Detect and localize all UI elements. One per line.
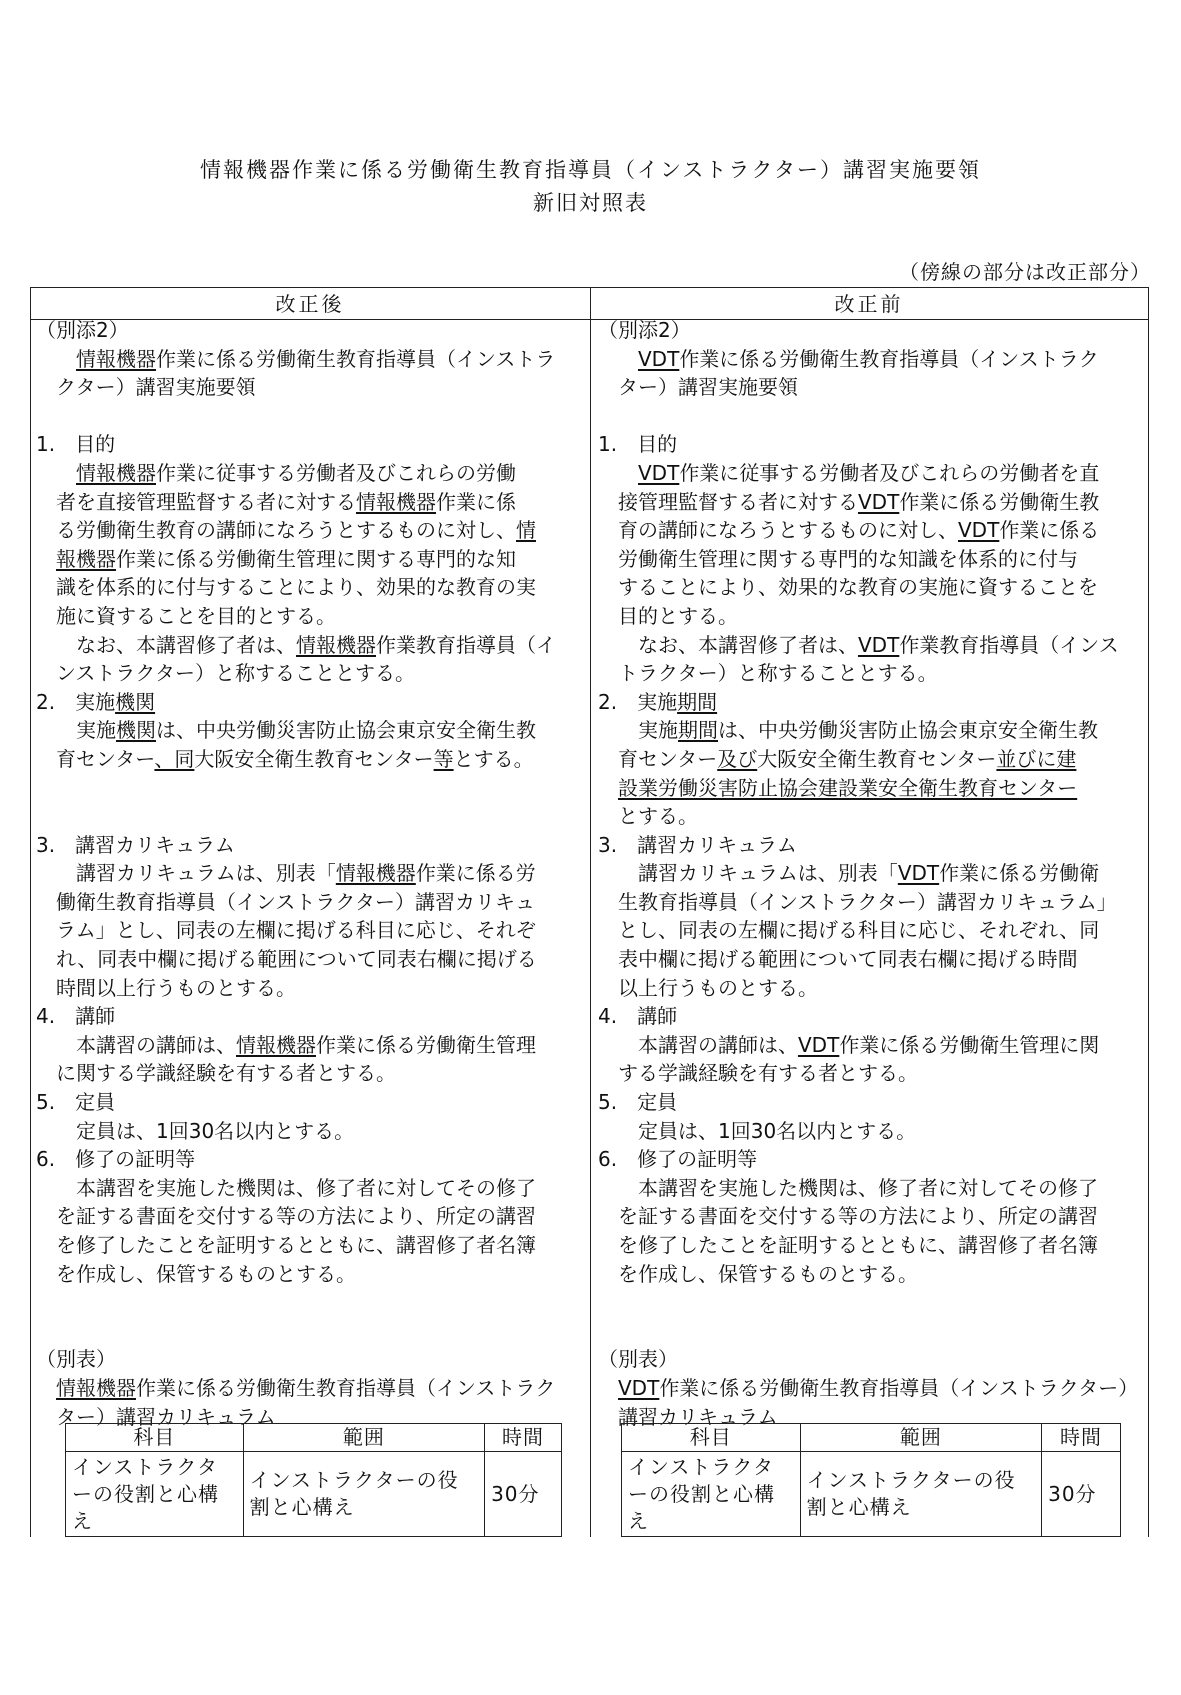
text-line: [598, 1202, 1143, 1231]
text-segment: 者を直接管理監督する者に対する: [56, 489, 356, 514]
subject-cell: インストラクターの役割と心構え: [66, 1452, 244, 1537]
amended-text: 情報機器: [356, 489, 436, 514]
text-line: [598, 945, 1143, 974]
text-line: [598, 373, 1143, 402]
text-line: [598, 1345, 1143, 1374]
text-segment: 2. 実施: [36, 689, 116, 714]
text-segment: 作業に係る労働衛生管理に関する専門的な知: [116, 546, 516, 571]
text-segment: （別表）: [598, 1347, 678, 1372]
text-segment: 1. 目的: [598, 432, 678, 457]
text-line: [598, 1145, 1143, 1174]
time-cell: 30分: [1042, 1452, 1121, 1537]
amended-text: 情報機器: [56, 1375, 136, 1400]
text-line: [36, 1059, 581, 1088]
text-line: [36, 488, 581, 517]
text-segment: 定員は、1回30名以内とする。: [618, 1118, 917, 1143]
table-middle-border: [590, 287, 591, 1537]
text-line: [598, 1059, 1143, 1088]
blank-line: [598, 1317, 1143, 1346]
scope-cell: インストラクターの役割と心構え: [800, 1452, 1041, 1537]
text-line: [36, 345, 581, 374]
text-segment: なお、本講習修了者は、: [56, 632, 296, 657]
text-segment: 定員は、1回30名以内とする。: [56, 1118, 355, 1143]
col-header-subject: 科目: [622, 1424, 801, 1452]
text-segment: 生教育指導員（インストラクター）講習カリキュラム」: [618, 889, 1117, 914]
amended-text: VDT: [958, 518, 1000, 543]
text-line: [598, 974, 1143, 1003]
text-segment: 講習カリキュラムは、別表「: [618, 861, 898, 886]
amended-text: 情報機器: [236, 1032, 316, 1057]
text-segment: 講習カリキュラムは、別表「: [56, 861, 336, 886]
text-line: [598, 573, 1143, 602]
text-line: [598, 1231, 1143, 1260]
amended-text: 等: [433, 746, 454, 771]
text-line: [598, 1260, 1143, 1289]
amended-text: 及び: [717, 746, 758, 771]
text-line: [598, 459, 1143, 488]
text-line: [598, 1002, 1143, 1031]
text-segment: とする。: [618, 804, 698, 829]
text-line: [598, 916, 1143, 945]
curriculum-table-before: [621, 1423, 1121, 1537]
text-line: [36, 1260, 581, 1289]
text-line: [598, 888, 1143, 917]
text-segment: 施に資することを目的とする。: [56, 603, 336, 628]
text-segment: を作成し、保管するものとする。: [56, 1261, 356, 1286]
text-line: [36, 459, 581, 488]
text-segment: 作業に係る労働衛生教育指導員（インストラク: [679, 346, 1099, 371]
text-segment: は、中央労働災害防止協会東京安全衛生教: [718, 718, 1098, 743]
text-segment: とする。: [453, 746, 534, 771]
text-segment: 5. 定員: [36, 1090, 116, 1115]
text-line: [598, 631, 1143, 660]
text-line: [36, 631, 581, 660]
text-line: [36, 1345, 581, 1374]
amended-text: 情: [516, 518, 536, 543]
text-line: [36, 1145, 581, 1174]
blank-line: [36, 402, 581, 431]
column-before: [598, 316, 1143, 1431]
text-line: [598, 316, 1143, 345]
table-row: [66, 1452, 562, 1537]
text-line: [598, 1031, 1143, 1060]
text-segment: を作成し、保管するものとする。: [618, 1261, 918, 1286]
amended-text: 情報機器: [76, 460, 156, 485]
amended-text: 情報機器: [335, 861, 416, 886]
text-line: [598, 659, 1143, 688]
subject-cell: インストラクターの役割と心構え: [622, 1452, 801, 1537]
text-line: [598, 831, 1143, 860]
text-segment: 本講習の講師は、: [618, 1032, 798, 1057]
text-line: [36, 745, 581, 774]
document-subtitle: 新旧対照表: [533, 191, 648, 215]
text-line: [598, 545, 1143, 574]
text-segment: （別表）: [36, 1347, 116, 1372]
blank-line: [598, 1288, 1143, 1317]
amended-text: 機関: [116, 718, 156, 743]
text-segment: 育センター: [56, 746, 155, 771]
text-line: [598, 488, 1143, 517]
amended-text: 、同: [154, 746, 195, 771]
text-segment: 作業に係る労働衛生教育指導員（インストラ: [156, 346, 556, 371]
curriculum-table-after: [65, 1423, 562, 1537]
amended-text: 機関: [115, 689, 156, 714]
text-line: [598, 516, 1143, 545]
text-line: [598, 1374, 1143, 1403]
underline-note: （傍線の部分は改正部分）: [899, 260, 1151, 284]
text-segment: 作業教育指導員（インス: [899, 632, 1119, 657]
text-segment: なお、本講習修了者は、: [618, 632, 858, 657]
text-segment: は、中央労働災害防止協会東京安全衛生教: [156, 718, 536, 743]
text-segment: 作業に係る: [999, 518, 1100, 543]
text-segment: [56, 347, 76, 371]
text-segment: 大阪安全衛生教育センター: [757, 746, 997, 771]
text-segment: 時間以上行うものとする。: [56, 975, 296, 1000]
col-header-time: 時間: [1042, 1424, 1121, 1452]
text-line: [598, 1174, 1143, 1203]
text-segment: 3. 講習カリキュラム: [598, 832, 797, 857]
text-line: [36, 573, 581, 602]
text-line: [36, 373, 581, 402]
text-segment: 6. 修了の証明等: [598, 1147, 758, 1172]
amended-text: 報機器: [56, 546, 116, 571]
text-segment: 2. 実施: [598, 689, 678, 714]
text-segment: 育センター: [618, 746, 718, 771]
text-segment: 作業に係: [436, 489, 516, 514]
text-segment: 本講習を実施した機関は、修了者に対してその修了: [56, 1175, 536, 1200]
amended-text: 設業労働災害防止協会建設業安全衛生教育センター: [618, 775, 1078, 800]
text-line: [36, 1088, 581, 1117]
text-segment: （別添2）: [36, 318, 129, 342]
text-segment: トラクター）と称することとする。: [618, 661, 938, 686]
column-after: [36, 316, 581, 1431]
text-line: [598, 774, 1143, 803]
text-line: [598, 859, 1143, 888]
text-segment: を証する書面を交付する等の方法により、所定の講習: [56, 1204, 536, 1229]
text-line: [36, 888, 581, 917]
text-line: [598, 802, 1143, 831]
text-line: [36, 659, 581, 688]
text-line: [36, 430, 581, 459]
text-line: [598, 345, 1143, 374]
text-segment: 1. 目的: [36, 432, 116, 457]
text-segment: 3. 講習カリキュラム: [36, 832, 235, 857]
blank-line: [36, 774, 581, 803]
text-segment: ラム」とし、同表の左欄に掲げる科目に応じ、それぞ: [56, 918, 536, 943]
amended-text: VDT: [798, 1032, 840, 1057]
text-segment: に関する学識経験を有する者とする。: [56, 1061, 396, 1086]
text-segment: 作業に係る労働衛生教育指導員（インストラクター）: [659, 1375, 1139, 1400]
text-segment: る労働衛生教育の講師になろうとするものに対し、: [56, 518, 516, 543]
text-segment: [618, 461, 638, 485]
text-segment: 本講習の講師は、: [56, 1032, 236, 1057]
table-right-border: [1148, 287, 1149, 1537]
text-line: [598, 1088, 1143, 1117]
text-line: [36, 974, 581, 1003]
time-cell: 30分: [485, 1452, 562, 1537]
text-segment: 4. 講師: [36, 1004, 116, 1029]
text-line: [36, 1117, 581, 1146]
blank-line: [36, 802, 581, 831]
text-segment: ター）講習実施要領: [618, 375, 798, 400]
text-segment: 作業に係る労働衛生教育指導員（インストラク: [136, 1375, 556, 1400]
text-segment: 作業に係る労働衛: [939, 861, 1100, 886]
text-line: [36, 716, 581, 745]
header-after: 改正後: [275, 292, 345, 316]
text-line: [36, 602, 581, 631]
text-segment: 作業に係る労働衛生管理に関: [839, 1032, 1100, 1057]
text-segment: を修了したことを証明するとともに、講習修了者名簿: [56, 1233, 536, 1257]
text-segment: [618, 347, 638, 371]
text-segment: 実施: [618, 718, 678, 743]
text-segment: クター）講習実施要領: [56, 375, 256, 400]
text-segment: （別添2）: [598, 318, 691, 342]
amended-text: VDT: [858, 632, 900, 657]
text-line: [36, 1002, 581, 1031]
amended-text: 期間: [678, 718, 718, 743]
text-segment: 労働衛生管理に関する専門的な知識を体系的に付与: [618, 546, 1078, 571]
text-line: [36, 859, 581, 888]
amended-text: 並びに建: [996, 746, 1077, 771]
amended-text: VDT: [897, 861, 940, 886]
blank-line: [36, 1288, 581, 1317]
text-line: [36, 516, 581, 545]
text-line: [598, 688, 1143, 717]
text-segment: 作業に従事する労働者及びこれらの労働者を直: [679, 460, 1100, 485]
text-segment: 実施: [56, 718, 116, 743]
text-line: [36, 1174, 581, 1203]
text-line: [36, 316, 581, 345]
text-segment: 育の講師になろうとするものに対し、: [618, 518, 958, 543]
text-line: [598, 1117, 1143, 1146]
text-segment: 以上行うものとする。: [618, 975, 818, 1000]
text-segment: 識を体系的に付与することにより、効果的な教育の実: [56, 575, 536, 600]
text-segment: 働衛生教育指導員（インストラクター）講習カリキュ: [56, 889, 535, 914]
text-line: [598, 716, 1143, 745]
text-segment: 5. 定員: [598, 1090, 678, 1115]
text-line: [598, 602, 1143, 631]
text-line: [598, 745, 1143, 774]
text-segment: を証する書面を交付する等の方法により、所定の講習: [618, 1204, 1098, 1229]
text-segment: 目的とする。: [618, 603, 738, 628]
col-header-scope: 範囲: [800, 1424, 1041, 1452]
amended-text: 情報機器: [76, 346, 156, 371]
amended-text: VDT: [638, 346, 680, 371]
text-segment: することにより、効果的な教育の実施に資することを: [618, 575, 1098, 600]
amended-text: VDT: [638, 460, 680, 485]
scope-cell: インストラクターの役割と心構え: [243, 1452, 484, 1537]
text-line: [36, 916, 581, 945]
amended-text: VDT: [858, 489, 900, 514]
text-segment: 作業教育指導員（イ: [376, 632, 556, 657]
text-segment: 作業に係る労働衛生教: [899, 489, 1100, 514]
text-line: [36, 945, 581, 974]
text-line: [36, 1031, 581, 1060]
text-segment: れ、同表中欄に掲げる範囲について同表右欄に掲げる: [56, 947, 537, 972]
col-header-subject: 科目: [66, 1424, 244, 1452]
text-line: [36, 831, 581, 860]
text-segment: 作業に従事する労働者及びこれらの労働: [156, 460, 516, 485]
text-segment: 作業に係る労働衛生管理: [316, 1032, 536, 1057]
col-header-time: 時間: [485, 1424, 562, 1452]
text-segment: 大阪安全衛生教育センター: [194, 746, 434, 771]
text-segment: 接管理監督する者に対する: [618, 489, 858, 514]
text-segment: 本講習を実施した機関は、修了者に対してその修了: [618, 1175, 1098, 1200]
text-line: [36, 545, 581, 574]
amended-text: VDT: [618, 1375, 660, 1400]
document-title: 情報機器作業に係る労働衛生教育指導員（インストラクター）講習実施要領: [200, 158, 981, 182]
header-before: 改正前: [834, 292, 904, 316]
text-segment: 表中欄に掲げる範囲について同表右欄に掲げる時間: [618, 947, 1078, 972]
text-segment: ター）講習カリキュラム: [56, 1404, 276, 1429]
text-line: [36, 1202, 581, 1231]
col-header-scope: 範囲: [243, 1424, 484, 1452]
table-left-border: [30, 287, 31, 1537]
text-line: [598, 430, 1143, 459]
text-segment: [56, 461, 76, 485]
text-segment: する学識経験を有する者とする。: [618, 1061, 918, 1086]
text-segment: 講習カリキュラム: [618, 1404, 778, 1429]
text-segment: 作業に係る労: [415, 861, 536, 886]
text-segment: 4. 講師: [598, 1004, 678, 1029]
text-segment: ンストラクター）と称することとする。: [56, 661, 415, 686]
text-line: [36, 688, 581, 717]
text-segment: とし、同表の左欄に掲げる科目に応じ、それぞれ、同: [618, 918, 1100, 943]
blank-line: [36, 1317, 581, 1346]
text-segment: 6. 修了の証明等: [36, 1147, 196, 1172]
text-line: [36, 1374, 581, 1403]
blank-line: [598, 402, 1143, 431]
amended-text: 期間: [677, 689, 718, 714]
table-row: [622, 1452, 1121, 1537]
amended-text: 情報機器: [296, 632, 376, 657]
text-segment: を修了したことを証明するとともに、講習修了者名簿: [618, 1233, 1098, 1257]
text-line: [36, 1231, 581, 1260]
